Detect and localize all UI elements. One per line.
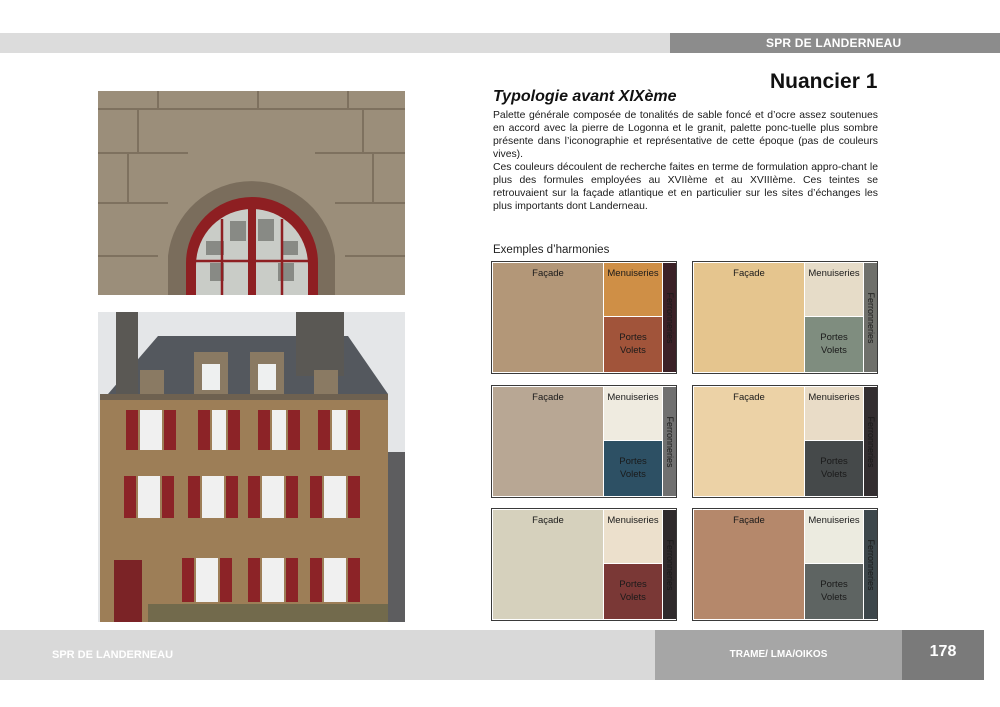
swatch-facade [493,510,603,619]
swatch-facade [694,263,804,372]
ferronneries-label: Ferronneries [664,538,675,591]
volets-label: Volets [821,469,847,480]
swatch-facade [493,263,603,372]
swatch-portes-volets [805,317,863,372]
section-title: Typologie avant XIXème [493,88,677,105]
swatch-portes-volets [805,564,863,619]
examples-label: Exemples d’harmonies [493,244,610,256]
swatch-portes-volets [604,564,662,619]
menuiseries-label: Menuiseries [808,268,860,279]
ferronneries-label: Ferronneries [865,538,876,591]
menuiseries-label: Menuiseries [607,268,659,279]
harmony-card [491,508,677,621]
top-band [0,33,670,53]
photo-house-facade [98,312,405,622]
portes-label: Portes [820,456,848,467]
page-title: Nuancier 1 [770,70,878,93]
swatch-ferronneries [663,510,676,619]
portes-label: Portes [619,579,647,590]
paragraph-2: Ces couleurs découlent de recherche faites en terme de formulation appro-chant le plus des formules employées au XVIIème et au XVIIIème. Ces teintes se retrouvaient sur la façade atlantique et en particulier sur les sites d’échanges les plus importants dont Landerneau. [493,162,878,212]
swatch-portes-volets [604,441,662,496]
swatch-menuiseries [805,263,863,316]
harmony-card [491,261,677,374]
swatch-facade [694,510,804,619]
menuiseries-label: Menuiseries [808,392,860,403]
ferronneries-label: Ferronneries [865,291,876,344]
footer-credits: TRAME/ LMA/OIKOS [655,630,902,680]
menuiseries-label: Menuiseries [607,515,659,526]
harmony-card [692,261,878,374]
portes-label: Portes [619,456,647,467]
menuiseries-label: Menuiseries [607,392,659,403]
swatch-ferronneries [864,387,877,496]
footer-left-title: SPR DE LANDERNEAU [0,630,655,680]
harmony-card [692,385,878,498]
swatch-menuiseries [604,387,662,440]
page-number: 178 [902,630,984,680]
photo-arched-window [98,91,405,295]
portes-label: Portes [820,332,848,343]
facade-label: Façade [532,268,564,279]
harmony-card [491,385,677,498]
volets-label: Volets [620,345,646,356]
swatch-portes-volets [805,441,863,496]
ferronneries-label: Ferronneries [664,291,675,344]
section-body [493,109,878,213]
swatch-portes-volets [604,317,662,372]
harmony-card [692,508,878,621]
ferronneries-label: Ferronneries [664,415,675,468]
menuiseries-label: Menuiseries [808,515,860,526]
swatch-menuiseries [604,510,662,563]
facade-label: Façade [532,515,564,526]
swatch-facade [694,387,804,496]
facade-label: Façade [733,515,765,526]
swatch-ferronneries [663,263,676,372]
volets-label: Volets [821,345,847,356]
portes-label: Portes [820,579,848,590]
portes-label: Portes [619,332,647,343]
swatch-ferronneries [663,387,676,496]
facade-label: Façade [733,392,765,403]
volets-label: Volets [821,592,847,603]
ferronneries-label: Ferronneries [865,415,876,468]
header-title: SPR DE LANDERNEAU [670,33,1000,53]
swatch-menuiseries [604,263,662,316]
swatch-ferronneries [864,263,877,372]
facade-label: Façade [532,392,564,403]
facade-label: Façade [733,268,765,279]
swatch-facade [493,387,603,496]
swatch-menuiseries [805,387,863,440]
paragraph-1: Palette générale composée de tonalités de sable foncé et d’ocre assez soutenues en accord avec la pierre de Logonna et le granit, palette ponc-tuelle plus sombre présente dans l’iconographie et représentative de cette époque (pas de couleurs vives). [493,110,878,160]
swatch-ferronneries [864,510,877,619]
volets-label: Volets [620,469,646,480]
volets-label: Volets [620,592,646,603]
swatch-menuiseries [805,510,863,563]
